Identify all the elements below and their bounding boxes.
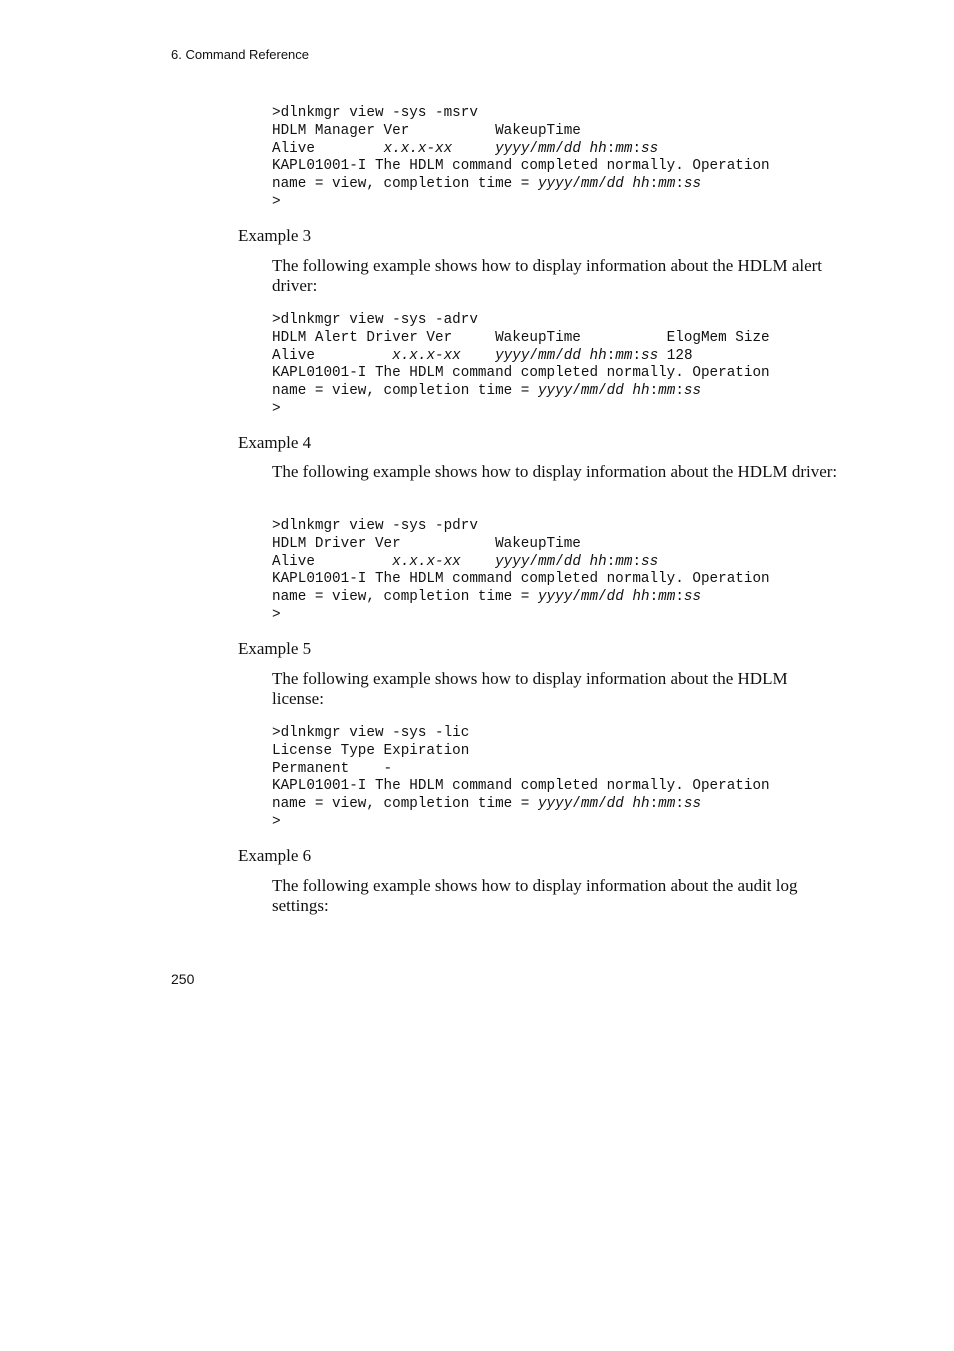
code-line: HDLM Alert Driver Ver WakeupTime ElogMem Size bbox=[272, 329, 770, 346]
example-6-heading: Example 6 bbox=[238, 846, 312, 865]
code-placeholder: dd hh bbox=[606, 589, 650, 606]
code-placeholder: mm bbox=[658, 383, 676, 400]
code-placeholder: yyyy bbox=[537, 796, 573, 813]
code-placeholder: ss bbox=[641, 140, 659, 157]
running-header: 6. Command Reference bbox=[171, 47, 310, 62]
example-3-heading: Example 3 bbox=[238, 226, 312, 245]
example-4-heading: Example 4 bbox=[238, 433, 312, 452]
code-block-pdrv bbox=[272, 518, 770, 625]
code-line: Alive x.x.x-xx yyyy/mm/dd hh:mm:ss bbox=[272, 553, 659, 570]
code-placeholder: yyyy bbox=[537, 383, 573, 400]
code-line: KAPL01001-I The HDLM command completed normally. Operation bbox=[272, 778, 770, 795]
code-block-adrv bbox=[272, 312, 770, 419]
code-line: name = view, completion time = yyyy/mm/dd hh:mm:ss bbox=[272, 796, 702, 813]
code-placeholder: mm bbox=[580, 176, 599, 193]
code-line: > bbox=[272, 400, 281, 417]
code-placeholder: x.x.x-xx bbox=[392, 553, 461, 570]
example-4-description: The following example shows how to display information about the HDLM driver: bbox=[272, 462, 838, 481]
code-line: name = view, completion time = yyyy/mm/dd hh:mm:ss bbox=[272, 383, 702, 400]
code-line: Permanent - bbox=[272, 760, 393, 777]
code-placeholder: mm bbox=[580, 589, 599, 606]
code-placeholder: dd hh bbox=[606, 383, 650, 400]
code-line: KAPL01001-I The HDLM command completed normally. Operation bbox=[272, 365, 770, 382]
code-placeholder: ss bbox=[683, 383, 702, 400]
code-line: KAPL01001-I The HDLM command completed normally. Operation bbox=[272, 571, 770, 588]
code-placeholder: mm bbox=[538, 553, 556, 570]
code-block-msrv bbox=[272, 105, 770, 212]
code-line: >dlnkmgr view -sys -lic bbox=[272, 725, 470, 741]
code-placeholder: mm bbox=[538, 347, 556, 364]
code-line: name = view, completion time = yyyy/mm/dd hh:mm:ss bbox=[272, 176, 702, 193]
code-placeholder: dd hh bbox=[563, 140, 607, 157]
code-placeholder: mm bbox=[538, 140, 556, 157]
code-placeholder: mm bbox=[615, 140, 633, 157]
code-placeholder: dd hh bbox=[563, 347, 607, 364]
code-line: >dlnkmgr view -sys -adrv bbox=[272, 312, 478, 328]
example-5-description: The following example shows how to display information about the HDLM license: bbox=[272, 669, 788, 708]
code-block-lic bbox=[272, 725, 770, 832]
code-placeholder: yyyy bbox=[495, 553, 530, 570]
code-placeholder: mm bbox=[658, 796, 676, 813]
code-placeholder: mm bbox=[580, 796, 599, 813]
code-line: > bbox=[272, 193, 281, 210]
code-placeholder: mm bbox=[658, 589, 676, 606]
code-placeholder: mm bbox=[658, 176, 676, 193]
code-placeholder: ss bbox=[683, 176, 702, 193]
code-placeholder: dd hh bbox=[606, 796, 650, 813]
code-placeholder: x.x.x-xx bbox=[383, 140, 453, 157]
code-line: >dlnkmgr view -sys -msrv bbox=[272, 105, 478, 121]
code-placeholder: mm bbox=[615, 347, 633, 364]
code-placeholder: dd hh bbox=[606, 176, 650, 193]
page-number: 250 bbox=[171, 971, 195, 987]
code-line: > bbox=[272, 813, 281, 830]
code-placeholder: ss bbox=[641, 553, 659, 570]
code-line: Alive x.x.x-xx yyyy/mm/dd hh:mm:ss 128 bbox=[272, 347, 693, 364]
code-line: HDLM Manager Ver WakeupTime bbox=[272, 122, 581, 139]
code-placeholder: ss bbox=[641, 347, 659, 364]
code-placeholder: ss bbox=[683, 589, 702, 606]
code-placeholder: dd hh bbox=[563, 553, 607, 570]
code-placeholder: yyyy bbox=[495, 140, 530, 157]
code-placeholder: yyyy bbox=[537, 176, 573, 193]
code-line: >dlnkmgr view -sys -pdrv bbox=[272, 518, 478, 534]
code-placeholder: x.x.x-xx bbox=[392, 347, 461, 364]
code-line: License Type Expiration bbox=[272, 742, 470, 759]
code-line: Alive x.x.x-xx yyyy/mm/dd hh:mm:ss bbox=[272, 140, 659, 157]
code-placeholder: yyyy bbox=[537, 589, 573, 606]
example-3-description: The following example shows how to display information about the HDLM alert driver: bbox=[272, 256, 823, 295]
code-line: > bbox=[272, 606, 281, 623]
example-5-heading: Example 5 bbox=[238, 639, 312, 658]
example-6-description: The following example shows how to display information about the audit log settings: bbox=[272, 876, 798, 915]
code-placeholder: yyyy bbox=[495, 347, 530, 364]
code-line: KAPL01001-I The HDLM command completed normally. Operation bbox=[272, 158, 770, 175]
code-placeholder: mm bbox=[580, 383, 599, 400]
code-placeholder: mm bbox=[615, 553, 633, 570]
code-line: name = view, completion time = yyyy/mm/dd hh:mm:ss bbox=[272, 589, 702, 606]
code-line: HDLM Driver Ver WakeupTime bbox=[272, 535, 581, 552]
code-placeholder: ss bbox=[683, 796, 702, 813]
